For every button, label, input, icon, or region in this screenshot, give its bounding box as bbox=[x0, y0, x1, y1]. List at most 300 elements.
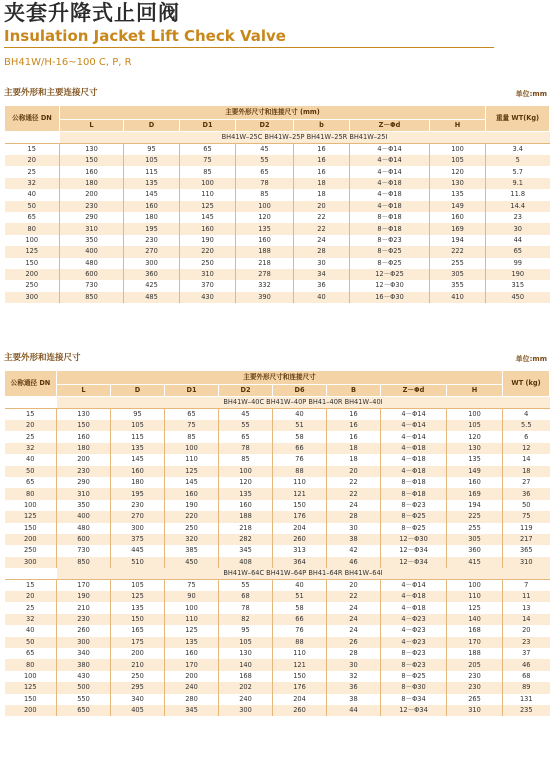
table-cell: 730 bbox=[57, 545, 111, 556]
table-cell: 8－Φ18 bbox=[381, 488, 447, 499]
model-row bbox=[5, 568, 550, 580]
col-header: D1 bbox=[165, 385, 219, 397]
table-row bbox=[5, 292, 550, 303]
table-cell: 80 bbox=[5, 659, 57, 670]
table-cell: 240 bbox=[165, 682, 219, 693]
table-row bbox=[5, 258, 550, 269]
table-cell: 385 bbox=[165, 545, 219, 556]
table-cell: 58 bbox=[273, 431, 327, 442]
table-cell: 250 bbox=[165, 523, 219, 534]
table-cell: 850 bbox=[57, 557, 111, 568]
table-cell: 34 bbox=[294, 269, 350, 280]
table-cell: 255 bbox=[447, 523, 503, 534]
table-cell: 12－Φ34 bbox=[381, 557, 447, 568]
table-cell: 105 bbox=[111, 580, 165, 592]
table-cell: 65 bbox=[5, 477, 57, 488]
table-row bbox=[5, 235, 550, 246]
table-cell: 99 bbox=[486, 258, 550, 269]
table-cell: 120 bbox=[430, 166, 486, 177]
table-cell: 4－Φ18 bbox=[350, 189, 430, 200]
dimension-table-40-64 bbox=[4, 370, 550, 716]
table-cell: 95 bbox=[124, 144, 180, 156]
table-cell: 131 bbox=[503, 694, 550, 705]
table-cell: 15 bbox=[5, 409, 57, 421]
table-cell: 16 bbox=[294, 144, 350, 156]
table-cell: 25 bbox=[5, 602, 57, 613]
table-cell: 110 bbox=[180, 189, 236, 200]
table-cell: 176 bbox=[273, 682, 327, 693]
table-row bbox=[5, 201, 550, 212]
table-cell: 42 bbox=[327, 545, 381, 556]
table-cell: 65 bbox=[165, 409, 219, 421]
table-cell: 210 bbox=[57, 602, 111, 613]
table-cell: 260 bbox=[273, 534, 327, 545]
table-cell: 11.8 bbox=[486, 189, 550, 200]
table-cell: 8－Φ23 bbox=[350, 235, 430, 246]
table-cell: 121 bbox=[273, 488, 327, 499]
table-cell: 120 bbox=[219, 477, 273, 488]
table-cell: 217 bbox=[503, 534, 550, 545]
table-cell: 188 bbox=[236, 246, 294, 257]
table-cell: 30 bbox=[294, 258, 350, 269]
table-cell: 485 bbox=[124, 292, 180, 303]
table-cell: 22 bbox=[294, 223, 350, 234]
group-header: 主要外形尺寸和连接尺寸 bbox=[57, 371, 503, 385]
table-cell: 140 bbox=[219, 659, 273, 670]
table-row bbox=[5, 280, 550, 291]
table-cell: 95 bbox=[219, 625, 273, 636]
table-cell: 300 bbox=[124, 258, 180, 269]
table-cell: 100 bbox=[5, 235, 60, 246]
table-cell: 430 bbox=[180, 292, 236, 303]
table-cell: 85 bbox=[219, 454, 273, 465]
col-header: B bbox=[327, 385, 381, 397]
table-row bbox=[5, 155, 550, 166]
table-cell: 16－Φ30 bbox=[350, 292, 430, 303]
table-row bbox=[5, 671, 550, 682]
table-cell: 500 bbox=[57, 682, 111, 693]
table-cell: 55 bbox=[219, 420, 273, 431]
table-cell: 225 bbox=[447, 511, 503, 522]
table-cell: 270 bbox=[124, 246, 180, 257]
table-cell: 14 bbox=[503, 454, 550, 465]
table-cell: 18 bbox=[503, 466, 550, 477]
table-cell: 8－Φ23 bbox=[381, 648, 447, 659]
table-cell: 240 bbox=[219, 694, 273, 705]
table-cell: 445 bbox=[111, 545, 165, 556]
table-cell: 32 bbox=[327, 671, 381, 682]
table-cell: 3.4 bbox=[486, 144, 550, 156]
col-header: D bbox=[111, 385, 165, 397]
table-cell: 149 bbox=[447, 466, 503, 477]
table-cell: 75 bbox=[165, 580, 219, 592]
table-cell: 230 bbox=[60, 201, 124, 212]
table-cell: 140 bbox=[447, 614, 503, 625]
table-row bbox=[5, 534, 550, 545]
table-cell: 230 bbox=[447, 671, 503, 682]
table-row bbox=[5, 637, 550, 648]
table-cell: 66 bbox=[273, 443, 327, 454]
table-cell: 24 bbox=[327, 602, 381, 613]
table-cell: 16 bbox=[294, 166, 350, 177]
table-cell: 313 bbox=[273, 545, 327, 556]
table-row bbox=[5, 409, 550, 421]
table-cell: 76 bbox=[273, 454, 327, 465]
table-cell: 105 bbox=[219, 637, 273, 648]
table-cell: 345 bbox=[219, 545, 273, 556]
table-cell: 22 bbox=[327, 591, 381, 602]
table-cell: 170 bbox=[447, 637, 503, 648]
table-cell: 65 bbox=[180, 144, 236, 156]
table-cell: 4－Φ14 bbox=[350, 144, 430, 156]
table-cell: 280 bbox=[165, 694, 219, 705]
table-cell: 160 bbox=[180, 223, 236, 234]
table-cell: 44 bbox=[486, 235, 550, 246]
table-cell: 160 bbox=[57, 431, 111, 442]
table-cell: 5.7 bbox=[486, 166, 550, 177]
model-label: BH41W–64C BH41W–64P BH41–64R BH41W–64I bbox=[57, 568, 550, 580]
table-cell: 200 bbox=[111, 648, 165, 659]
table-cell: 120 bbox=[236, 212, 294, 223]
table-cell: 4－Φ18 bbox=[350, 178, 430, 189]
section2-heading: 主要外形和连接尺寸 bbox=[4, 353, 81, 363]
table-cell: 80 bbox=[5, 488, 57, 499]
table-cell: 200 bbox=[5, 705, 57, 716]
table-cell: 265 bbox=[447, 694, 503, 705]
table-cell: 82 bbox=[219, 614, 273, 625]
table-cell: 160 bbox=[447, 477, 503, 488]
table-cell: 23 bbox=[486, 212, 550, 223]
table-cell: 135 bbox=[111, 602, 165, 613]
table-cell: 150 bbox=[5, 523, 57, 534]
table-cell: 125 bbox=[5, 246, 60, 257]
table-cell: 200 bbox=[165, 671, 219, 682]
table-cell: 20 bbox=[327, 580, 381, 592]
table-cell: 8－Φ25 bbox=[350, 246, 430, 257]
table-cell: 32 bbox=[5, 614, 57, 625]
table-cell: 80 bbox=[5, 223, 60, 234]
table-cell: 135 bbox=[430, 189, 486, 200]
table-cell: 320 bbox=[165, 534, 219, 545]
col-header: Z－Φd bbox=[350, 120, 430, 132]
table-cell: 4－Φ18 bbox=[381, 454, 447, 465]
model-row-spacer bbox=[5, 568, 57, 580]
table-cell: 50 bbox=[503, 500, 550, 511]
table-cell: 345 bbox=[165, 705, 219, 716]
table-cell: 125 bbox=[447, 602, 503, 613]
col-header: L bbox=[57, 385, 111, 397]
table-cell: 390 bbox=[236, 292, 294, 303]
table-cell: 415 bbox=[447, 557, 503, 568]
table-cell: 50 bbox=[5, 637, 57, 648]
col-weight-header: 重量 WT(Kg) bbox=[486, 106, 550, 132]
table-cell: 125 bbox=[5, 682, 57, 693]
table-row bbox=[5, 144, 550, 156]
table-row bbox=[5, 246, 550, 257]
table-cell: 40 bbox=[5, 454, 57, 465]
table-cell: 11 bbox=[503, 591, 550, 602]
table-cell: 550 bbox=[57, 694, 111, 705]
table-cell: 16 bbox=[294, 155, 350, 166]
table-cell: 100 bbox=[5, 671, 57, 682]
table-cell: 38 bbox=[327, 694, 381, 705]
table-cell: 218 bbox=[236, 258, 294, 269]
table-cell: 110 bbox=[165, 454, 219, 465]
table-cell: 510 bbox=[111, 557, 165, 568]
table-cell: 222 bbox=[430, 246, 486, 257]
table-cell: 310 bbox=[447, 705, 503, 716]
table-cell: 24 bbox=[327, 614, 381, 625]
table-cell: 150 bbox=[60, 155, 124, 166]
table-row bbox=[5, 431, 550, 442]
table-cell: 46 bbox=[327, 557, 381, 568]
table-row bbox=[5, 178, 550, 189]
table-cell: 408 bbox=[219, 557, 273, 568]
table-cell: 125 bbox=[111, 591, 165, 602]
table-cell: 30 bbox=[327, 523, 381, 534]
table-cell: 85 bbox=[165, 431, 219, 442]
table-cell: 68 bbox=[503, 671, 550, 682]
table-cell: 350 bbox=[57, 500, 111, 511]
table-cell: 32 bbox=[5, 443, 57, 454]
table-cell: 600 bbox=[57, 534, 111, 545]
table-cell: 125 bbox=[165, 466, 219, 477]
col-dn-header: 公称通径 DN bbox=[5, 371, 57, 397]
table-cell: 85 bbox=[236, 189, 294, 200]
table-cell: 160 bbox=[165, 488, 219, 499]
table-cell: 650 bbox=[57, 705, 111, 716]
title-divider bbox=[4, 47, 494, 48]
table-cell: 8－Φ25 bbox=[350, 258, 430, 269]
section2-unit: 单位:mm bbox=[515, 355, 547, 363]
table-cell: 260 bbox=[57, 625, 111, 636]
table-cell: 7 bbox=[503, 580, 550, 592]
table-cell: 8－Φ18 bbox=[381, 477, 447, 488]
table-cell: 218 bbox=[219, 523, 273, 534]
table-cell: 150 bbox=[5, 694, 57, 705]
table-cell: 350 bbox=[60, 235, 124, 246]
table-cell: 4－Φ23 bbox=[381, 637, 447, 648]
table-cell: 14 bbox=[503, 614, 550, 625]
table-cell: 170 bbox=[57, 580, 111, 592]
table-cell: 20 bbox=[5, 155, 60, 166]
table-cell: 4－Φ14 bbox=[381, 420, 447, 431]
table-cell: 160 bbox=[236, 235, 294, 246]
table-cell: 310 bbox=[57, 488, 111, 499]
table-cell: 25 bbox=[5, 166, 60, 177]
table-cell: 40 bbox=[5, 625, 57, 636]
table-cell: 100 bbox=[180, 178, 236, 189]
table-cell: 18 bbox=[327, 454, 381, 465]
table-cell: 168 bbox=[219, 671, 273, 682]
table-cell: 370 bbox=[180, 280, 236, 291]
col-header: L bbox=[60, 120, 124, 132]
table-cell: 220 bbox=[180, 246, 236, 257]
table-cell: 22 bbox=[327, 477, 381, 488]
table-cell: 230 bbox=[111, 500, 165, 511]
table-cell: 22 bbox=[327, 488, 381, 499]
table-cell: 190 bbox=[180, 235, 236, 246]
table-cell: 105 bbox=[447, 420, 503, 431]
table-cell: 300 bbox=[219, 705, 273, 716]
section1-unit: 单位:mm bbox=[515, 90, 547, 98]
table-cell: 4－Φ14 bbox=[381, 409, 447, 421]
table-row bbox=[5, 511, 550, 522]
table-cell: 15 bbox=[5, 580, 57, 592]
table-cell: 194 bbox=[430, 235, 486, 246]
table-cell: 46 bbox=[503, 659, 550, 670]
table-cell: 176 bbox=[273, 511, 327, 522]
page-subtitle-en: Insulation Jacket Lift Check Valve bbox=[4, 27, 286, 45]
table-cell: 100 bbox=[430, 144, 486, 156]
table-cell: 23 bbox=[503, 637, 550, 648]
table-cell: 55 bbox=[236, 155, 294, 166]
table-cell: 24 bbox=[327, 500, 381, 511]
table-cell: 405 bbox=[111, 705, 165, 716]
page-title: 夹套升降式止回阀 bbox=[4, 1, 180, 25]
table-cell: 36 bbox=[294, 280, 350, 291]
table-cell: 400 bbox=[57, 511, 111, 522]
table-row bbox=[5, 166, 550, 177]
table-cell: 375 bbox=[111, 534, 165, 545]
table-cell: 300 bbox=[5, 292, 60, 303]
table-cell: 51 bbox=[273, 591, 327, 602]
table-cell: 65 bbox=[486, 246, 550, 257]
table-cell: 20 bbox=[327, 466, 381, 477]
table-cell: 194 bbox=[447, 500, 503, 511]
col-header: D bbox=[124, 120, 180, 132]
table-cell: 135 bbox=[111, 443, 165, 454]
table-cell: 480 bbox=[60, 258, 124, 269]
table-cell: 4－Φ18 bbox=[350, 201, 430, 212]
table-cell: 40 bbox=[273, 580, 327, 592]
model-row-spacer bbox=[5, 397, 57, 409]
model-designation: BH41W/H-16~100 C, P, R bbox=[4, 57, 132, 68]
table-cell: 310 bbox=[60, 223, 124, 234]
table-cell: 18 bbox=[294, 178, 350, 189]
table-cell: 24 bbox=[294, 235, 350, 246]
table-cell: 145 bbox=[111, 454, 165, 465]
table-cell: 180 bbox=[60, 178, 124, 189]
table-cell: 8－Φ30 bbox=[381, 682, 447, 693]
table-cell: 14.4 bbox=[486, 201, 550, 212]
table-cell: 169 bbox=[447, 488, 503, 499]
table-cell: 125 bbox=[165, 625, 219, 636]
table-row bbox=[5, 580, 550, 592]
col-header: Z－Φd bbox=[381, 385, 447, 397]
table-cell: 50 bbox=[5, 201, 60, 212]
table-cell: 65 bbox=[5, 648, 57, 659]
table-row bbox=[5, 602, 550, 613]
table-cell: 68 bbox=[219, 591, 273, 602]
table-cell: 105 bbox=[111, 420, 165, 431]
table-cell: 260 bbox=[273, 705, 327, 716]
table-cell: 205 bbox=[447, 659, 503, 670]
table-cell: 45 bbox=[236, 144, 294, 156]
model-label: BH41W–40C BH41W–40P BH41–40R BH41W–40I bbox=[57, 397, 550, 409]
table-cell: 85 bbox=[180, 166, 236, 177]
table-cell: 204 bbox=[273, 523, 327, 534]
table-cell: 4－Φ14 bbox=[381, 431, 447, 442]
table-cell: 200 bbox=[5, 269, 60, 280]
table-cell: 230 bbox=[124, 235, 180, 246]
table-cell: 360 bbox=[447, 545, 503, 556]
table-cell: 290 bbox=[57, 477, 111, 488]
table-cell: 115 bbox=[111, 431, 165, 442]
table-cell: 365 bbox=[503, 545, 550, 556]
table-cell: 50 bbox=[5, 466, 57, 477]
table-cell: 4－Φ23 bbox=[381, 614, 447, 625]
table-cell: 110 bbox=[273, 648, 327, 659]
table-cell: 450 bbox=[165, 557, 219, 568]
table-cell: 16 bbox=[327, 420, 381, 431]
table-row bbox=[5, 545, 550, 556]
table-cell: 88 bbox=[273, 637, 327, 648]
table-cell: 8－Φ23 bbox=[381, 659, 447, 670]
table-cell: 180 bbox=[57, 443, 111, 454]
table-cell: 4－Φ14 bbox=[350, 155, 430, 166]
table-cell: 30 bbox=[327, 659, 381, 670]
table-cell: 8－Φ25 bbox=[381, 511, 447, 522]
table-cell: 200 bbox=[60, 189, 124, 200]
table-cell: 78 bbox=[236, 178, 294, 189]
table-cell: 32 bbox=[5, 178, 60, 189]
table-cell: 8－Φ34 bbox=[381, 694, 447, 705]
table-cell: 150 bbox=[5, 258, 60, 269]
table-cell: 282 bbox=[219, 534, 273, 545]
table-cell: 332 bbox=[236, 280, 294, 291]
model-row-spacer bbox=[5, 132, 60, 144]
table-cell: 27 bbox=[503, 477, 550, 488]
table-cell: 28 bbox=[294, 246, 350, 257]
table-cell: 121 bbox=[273, 659, 327, 670]
table-cell: 145 bbox=[180, 212, 236, 223]
table-cell: 100 bbox=[447, 409, 503, 421]
table-cell: 149 bbox=[430, 201, 486, 212]
table-cell: 4－Φ18 bbox=[381, 443, 447, 454]
table-cell: 4－Φ14 bbox=[381, 580, 447, 592]
table-row bbox=[5, 466, 550, 477]
table-cell: 78 bbox=[219, 443, 273, 454]
table-cell: 65 bbox=[5, 212, 60, 223]
table-row bbox=[5, 614, 550, 625]
table-cell: 290 bbox=[60, 212, 124, 223]
table-cell: 110 bbox=[165, 614, 219, 625]
table-row bbox=[5, 477, 550, 488]
model-label: BH41W–25C BH41W–25P BH41W–25R BH41W–25I bbox=[60, 132, 550, 144]
table-cell: 75 bbox=[503, 511, 550, 522]
table-cell: 4－Φ23 bbox=[381, 625, 447, 636]
table-row bbox=[5, 694, 550, 705]
table-cell: 364 bbox=[273, 557, 327, 568]
table-cell: 270 bbox=[111, 511, 165, 522]
group-header: 主要外形尺寸和连接尺寸 (mm) bbox=[60, 106, 486, 120]
table-cell: 310 bbox=[180, 269, 236, 280]
table-cell: 4 bbox=[503, 409, 550, 421]
table-cell: 24 bbox=[327, 625, 381, 636]
table-cell: 300 bbox=[57, 637, 111, 648]
table-cell: 150 bbox=[111, 614, 165, 625]
table-cell: 190 bbox=[486, 269, 550, 280]
col-dn-header: 公称通径 DN bbox=[5, 106, 60, 132]
table-cell: 51 bbox=[273, 420, 327, 431]
table-cell: 175 bbox=[111, 637, 165, 648]
table-cell: 75 bbox=[180, 155, 236, 166]
table-cell: 450 bbox=[486, 292, 550, 303]
table-cell: 410 bbox=[430, 292, 486, 303]
table-cell: 12－Φ30 bbox=[350, 280, 430, 291]
table-cell: 250 bbox=[5, 545, 57, 556]
